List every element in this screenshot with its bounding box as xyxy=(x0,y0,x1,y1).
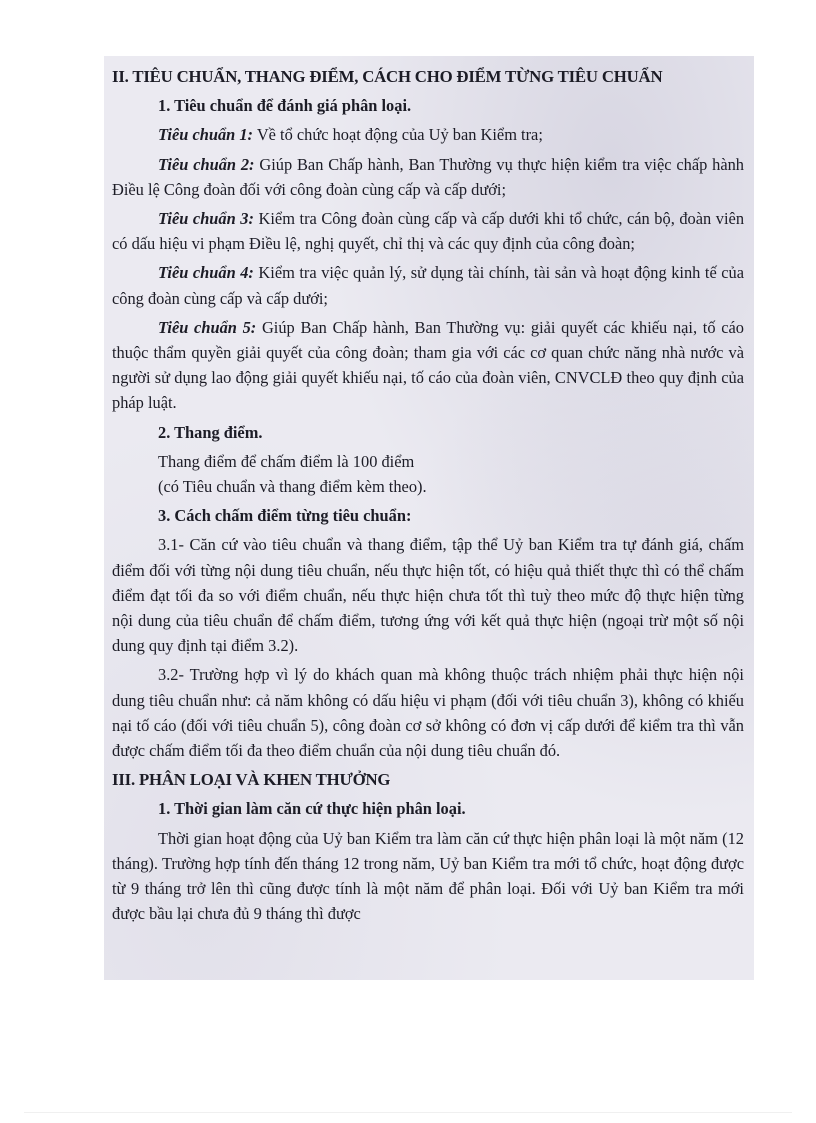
criterion-2 xyxy=(112,152,744,202)
subsection-2-heading: 2. Thang điểm. xyxy=(158,422,263,442)
criterion-1 xyxy=(112,122,744,147)
criterion-4-label: Tiêu chuẩn 4: xyxy=(158,263,254,283)
criterion-1-label: Tiêu chuẩn 1: xyxy=(158,125,254,145)
scale-line-1: Thang điểm để chấm điểm là 100 điểm xyxy=(158,451,415,471)
criterion-5-label: Tiêu chuẩn 5: xyxy=(158,317,257,337)
section-ii-heading: II. TIÊU CHUẨN, THANG ĐIỂM, CÁCH CHO ĐIỂM TỪNG TIÊU CHUẨN xyxy=(112,67,663,86)
document-body xyxy=(112,64,744,931)
subsection-3-heading: 3. Cách chấm điểm từng tiêu chuẩn: xyxy=(158,506,412,526)
criterion-2-text: Giúp Ban Chấp hành, Ban Thường vụ thực hiện kiểm tra việc chấp hành Điều lệ Công đoàn đối với công đoàn cùng cấp và cấp dưới; xyxy=(112,154,745,199)
criterion-3-text: Kiểm tra Công đoàn cùng cấp và cấp dưới khi tổ chức, cán bộ, đoàn viên có dấu hiệu vi phạm Điều lệ, nghị quyết, chỉ thị và các quy định của công đoàn; xyxy=(112,209,745,254)
section-iii-heading: III. PHÂN LOẠI VÀ KHEN THƯỞNG xyxy=(112,770,391,790)
criterion-2-label: Tiêu chuẩn 2: xyxy=(158,154,255,174)
paragraph-3-1: 3.1- Căn cứ vào tiêu chuẩn và thang điểm, tập thể Uỷ ban Kiểm tra tự đánh giá, chấm điểm đối với từng nội dung tiêu chuẩn, nếu thực hiện tốt, có hiệu quả thiết thực thì có thể chấm điểm đạt tối đa so với điểm chuẩn, nếu thực hiện chưa tốt thì tuỳ theo mức độ thực hiện từng nội dung của tiêu chuẩn để chấm điểm, tương ứng với kết quả thực hiện (ngoại trừ một số nội dung quy định tại điểm 3.2). xyxy=(112,535,744,656)
criterion-5 xyxy=(112,315,744,416)
criterion-5-text: Giúp Ban Chấp hành, Ban Thường vụ: giải quyết các khiếu nại, tố cáo thuộc thẩm quyền giải quyết của công đoàn; tham gia với các cơ quan chức năng nhà nước và người sử dụng lao động giải quyết khiếu nại, tố cáo của đoàn viên, CNVCLĐ theo quy định của pháp luật. xyxy=(112,317,745,413)
subsection-1-heading: 1. Tiêu chuẩn để đánh giá phân loại. xyxy=(158,96,412,116)
criterion-3 xyxy=(112,206,744,256)
criterion-4-text: Kiểm tra việc quản lý, sử dụng tài chính, tài sản và hoạt động kinh tế của công đoàn cùng cấp và cấp dưới; xyxy=(112,263,744,308)
paragraph-3-2: 3.2- Trường hợp vì lý do khách quan mà không thuộc trách nhiệm phải thực hiện nội dung tiêu chuẩn như: cả năm không có dấu hiệu vi phạm (đối với tiêu chuẩn 3), không có khiếu nại tố cáo (đối với tiêu chuẩn 5), công đoàn cơ sở không có đơn vị cấp dưới để kiểm tra thì vẫn được chấm điểm tối đa theo điểm chuẩn của nội dung tiêu chuẩn đó. xyxy=(112,665,744,761)
criterion-4 xyxy=(112,260,744,310)
page-bottom-rule xyxy=(24,1112,792,1113)
criterion-3-label: Tiêu chuẩn 3: xyxy=(158,209,254,229)
subsection-iii-1-heading: 1. Thời gian làm căn cứ thực hiện phân loại. xyxy=(158,799,466,819)
scale-line-2: (có Tiêu chuẩn và thang điểm kèm theo). xyxy=(158,477,427,497)
paragraph-time: Thời gian hoạt động của Uỷ ban Kiểm tra làm căn cứ thực hiện phân loại là một năm (12 tháng). Trường hợp tính đến tháng 12 trong năm, Uỷ ban Kiểm tra mới tổ chức, hoạt động được từ 9 tháng trở lên thì cũng được tính là một năm để phân loại. Đối với Uỷ ban Kiểm tra mới được bầu lại chưa đủ 9 tháng thì được xyxy=(112,828,744,924)
criterion-1-text: Về tổ chức hoạt động của Uỷ ban Kiểm tra; xyxy=(253,125,543,145)
